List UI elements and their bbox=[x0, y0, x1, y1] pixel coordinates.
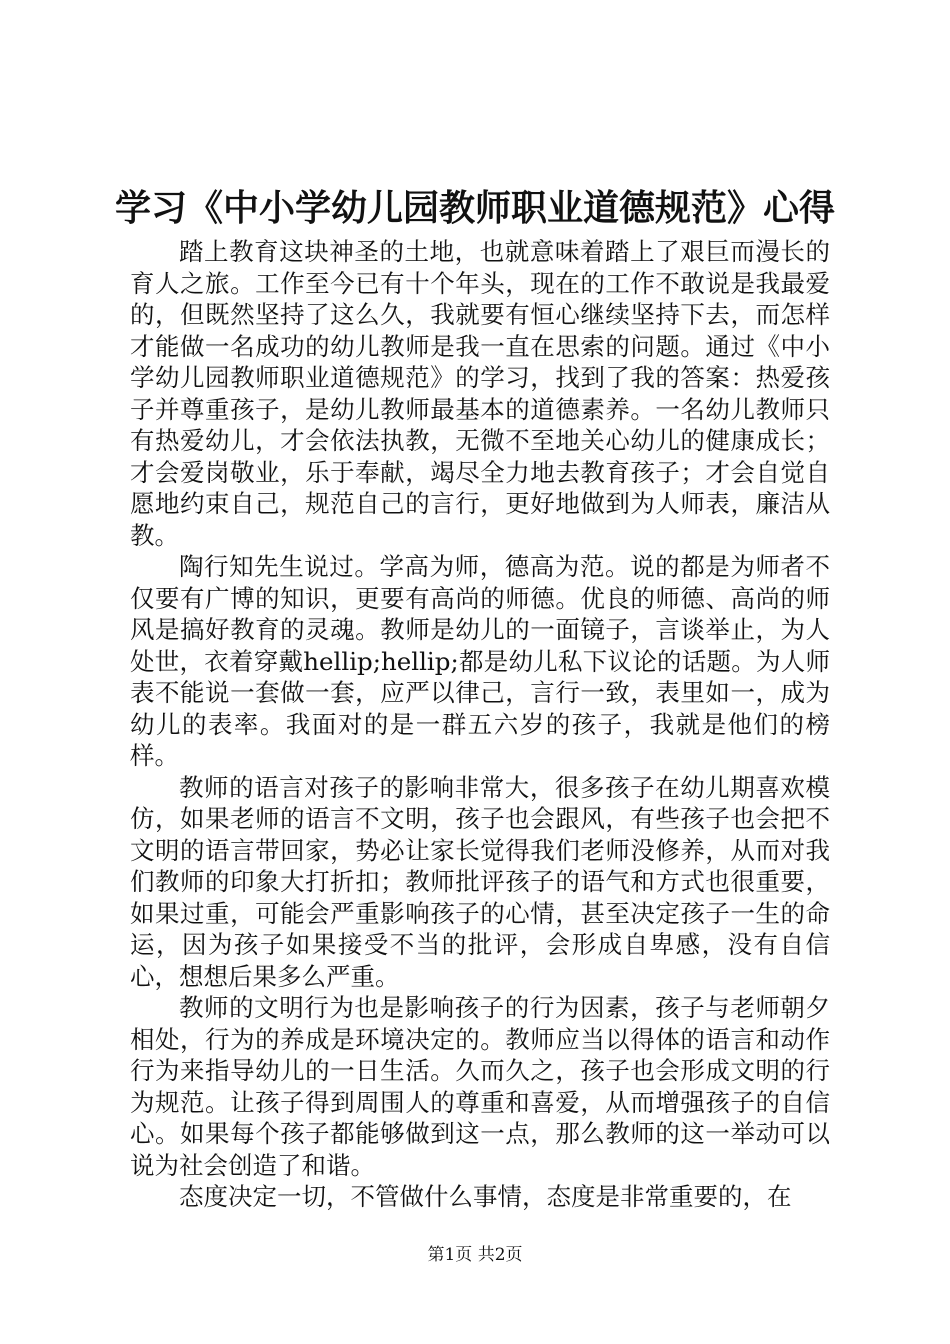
paragraph: 陶行知先生说过。学高为师，德高为范。说的都是为师者不仅要有广博的知识，更要有高尚的师德。优良的师德、高尚的师风是搞好教育的灵魂。教师是幼儿的一面镜子，言谈举止，为人处世，衣着穿戴hellip;hellip;都是幼儿私下议论的话题。为人师表不能说一套做一套，应严以律己，言行一致，表里如一，成为幼儿的表率。我面对的是一群五六岁的孩子，我就是他们的榜样。 bbox=[130, 552, 830, 770]
document-body bbox=[130, 236, 830, 1213]
paragraph: 态度决定一切，不管做什么事情，态度是非常重要的，在 bbox=[179, 1182, 792, 1211]
paragraph: 教师的语言对孩子的影响非常大，很多孩子在幼儿期喜欢模仿，如果老师的语言不文明，孩子也会跟风，有些孩子也会把不文明的语言带回家，势必让家长觉得我们老师没修养，从而对我们教师的印象大打折扣；教师批评孩子的语气和方式也很重要，如果过重，可能会严重影响孩子的心情，甚至决定孩子一生的命运，因为孩子如果接受不当的批评，会形成自卑感，没有自信心，想想后果多么严重。 bbox=[130, 772, 830, 991]
page-footer: 第1页 共2页 bbox=[427, 1245, 523, 1265]
paragraph: 踏上教育这块神圣的土地，也就意味着踏上了艰巨而漫长的育人之旅。工作至今已有十个年头，现在的工作不敢说是我最爱的，但既然坚持了这么久，我就要有恒心继续坚持下去，而怎样才能做一名成功的幼儿教师是我一直在思索的问题。通过《中小学幼儿园教师职业道德规范》的学习，找到了我的答案：热爱孩子并尊重孩子，是幼儿教师最基本的道德素养。一名幼儿教师只有热爱幼儿，才会依法执教，无微不至地关心幼儿的健康成长；才会爱岗敬业，乐于奉献，竭尽全力地去教育孩子；才会自觉自愿地约束自己，规范自己的言行，更好地做到为人师表，廉洁从教。 bbox=[130, 237, 830, 550]
paragraph: 教师的文明行为也是影响孩子的行为因素，孩子与老师朝夕相处，行为的养成是环境决定的。教师应当以得体的语言和动作行为来指导幼儿的一日生活。久而久之，孩子也会形成文明的行为规范。让孩子得到周围人的尊重和喜爱，从而增强孩子的自信心。如果每个孩子都能够做到这一点，那么教师的这一举动可以说为社会创造了和谐。 bbox=[130, 993, 830, 1180]
document-title: 学习《中小学幼儿园教师职业道德规范》心得 bbox=[114, 187, 835, 229]
